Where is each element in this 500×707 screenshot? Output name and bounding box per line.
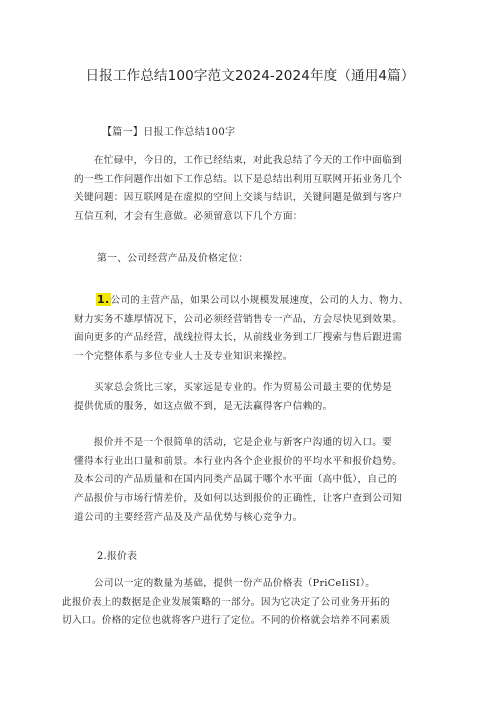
document-title: 日报工作总结100字范文2024-2024年度（通用4篇） [85,68,415,84]
point2-heading: 2.报价表 [97,551,138,562]
text-fragment: 公司的主营产品，如果公司以小规模发展速度，公司的人力、物力、 [110,295,409,306]
paragraph-quotation [74,434,434,528]
text-line: 买家总会货比三家，买家远是专业的。作为贸易公司最主要的优势是 [74,382,393,393]
paragraph-price-list [62,575,434,631]
text-line: 一个完整体系与多位专业人士及专业知识来操控。 [74,351,293,363]
text-line: 懂得本行业出口量和前景。本行业内各个企业报价的平均水平和报价趋势。 [74,455,403,467]
point1-paragraph [74,291,434,367]
text-line: 及本公司的产品质量和在国内同类产品属于哪个水平面（高中低），自己的 [74,474,398,486]
text-line: 互信互利，才会有生意做。必须留意以下几个方面： [74,211,303,223]
point1-heading: 第一、公司经营产品及价格定位： [97,253,249,264]
text-line: 在忙碌中，今日的，工作已经结束，对此我总结了今天的工作中面临到 [74,155,403,166]
text-line: 面向更多的产品经营，战线拉得太长，从前线业务到工厂搜索与售后跟进需 [74,332,403,344]
highlighted-number: 1. [97,293,110,306]
text-line: 财力实务不雄厚情况下，公司必须经营销售专一产品，方会尽快见到效果。 [74,313,403,325]
paragraph-buyers [74,379,434,416]
text-line: 产品报价与市场行情差价，及如何以达到报价的正确性，让客户查到公司知 [74,493,403,505]
section-heading: 【篇一】日报工作总结100字 [102,127,236,138]
text-line: 关键问题：因互联网是在虚拟的空间上交谈与结识，关键问题是做到与客户 [74,192,403,204]
text-line: 道公司的主要经营产品及及产品优势与核心竞争力。 [74,511,303,523]
text-line: 报价并不是一个很简单的活动，它是企业与新客户沟通的切入口。要 [74,437,393,448]
text-line: 此报价表上的数据是企业发展策略的一部分。因为它决定了公司业务开拓的 [62,596,391,608]
text-line: 切入口。价格的定位也就将客户进行了定位。不同的价格就会培养不同素质 [62,615,391,627]
text-line: 提供优质的服务，如这点做不到，是无法赢得客户信赖的。 [74,400,333,412]
intro-paragraph [74,152,434,227]
text-line [74,291,434,311]
text-line: 公司以一定的数量为基础，提供一份产品价格表（PriCeIiSI）。 [74,578,376,589]
text-line: 的一些工作问题作出如下工作总结。以下是总结出利用互联网开拓业务几个 [74,173,403,185]
